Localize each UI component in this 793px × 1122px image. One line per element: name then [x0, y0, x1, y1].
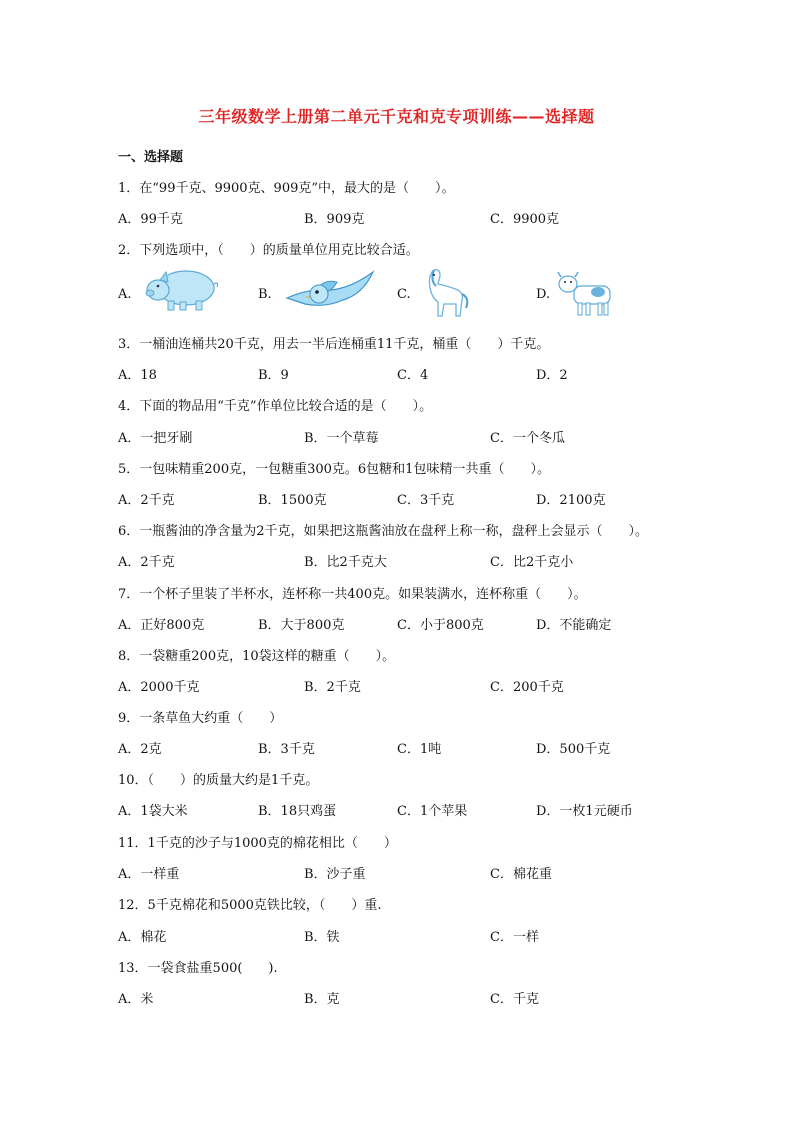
cow-icon [556, 268, 616, 318]
page-title: 三年级数学上册第二单元千克和克专项训练——选择题 [198, 107, 595, 126]
option-2b[interactable]: B. [258, 287, 272, 302]
option-1a[interactable]: A．99千克 [118, 212, 183, 227]
horse-icon [418, 266, 470, 320]
option-1c[interactable]: C．9900克 [490, 212, 560, 227]
option-5b[interactable]: B．1500克 [258, 493, 327, 508]
option-7d[interactable]: D．不能确定 [536, 618, 612, 633]
option-10b[interactable]: B．18只鸡蛋 [258, 804, 337, 819]
option-7c[interactable]: C．小于800克 [397, 618, 484, 633]
option-7b[interactable]: B．大于800克 [258, 618, 345, 633]
option-3b[interactable]: B．9 [258, 368, 289, 383]
pig-icon [144, 266, 220, 312]
option-9a[interactable]: A．2克 [118, 742, 162, 757]
option-3a[interactable]: A．18 [118, 368, 157, 383]
option-12c[interactable]: C．一样 [490, 930, 539, 945]
option-8c[interactable]: C．200千克 [490, 680, 564, 695]
option-10a[interactable]: A．1袋大米 [118, 804, 188, 819]
option-12b[interactable]: B．铁 [304, 930, 340, 945]
option-6b[interactable]: B．比2千克大 [304, 555, 387, 570]
option-11b[interactable]: B．沙子重 [304, 867, 366, 882]
question-3: 3．一桶油连桶共20千克，用去一半后连桶重11千克，桶重（ ）千克。 [118, 337, 550, 352]
option-11c[interactable]: C．棉花重 [490, 867, 552, 882]
option-2c[interactable]: C. [397, 287, 411, 302]
question-12: 12．5千克棉花和5000克铁比较，（ ）重. [118, 898, 382, 913]
option-13c[interactable]: C．千克 [490, 992, 539, 1007]
option-3d[interactable]: D．2 [536, 368, 568, 383]
option-3c[interactable]: C．4 [397, 368, 429, 383]
option-11a[interactable]: A．一样重 [118, 867, 180, 882]
question-13: 13．一袋食盐重500( ). [118, 961, 278, 976]
option-9d[interactable]: D．500千克 [536, 742, 611, 757]
option-2d[interactable]: D. [536, 287, 551, 302]
option-6a[interactable]: A．2千克 [118, 555, 175, 570]
option-4a[interactable]: A．一把牙刷 [118, 431, 193, 446]
question-4: 4．下面的物品用“千克”作单位比较合适的是（ ）。 [118, 399, 433, 414]
option-13b[interactable]: B．克 [304, 992, 340, 1007]
bird-icon [285, 268, 377, 310]
question-6: 6．一瓶酱油的净含量为2千克，如果把这瓶酱油放在盘秤上称一称，盘秤上会显示（ ）。 [118, 524, 649, 539]
option-2a[interactable]: A. [118, 287, 132, 302]
question-2: 2．下列选项中，（ ）的质量单位用克比较合适。 [118, 243, 419, 258]
option-10d[interactable]: D．一枚1元硬币 [536, 804, 633, 819]
option-5c[interactable]: C．3千克 [397, 493, 455, 508]
option-7a[interactable]: A．正好800克 [118, 618, 205, 633]
option-8a[interactable]: A．2000千克 [118, 680, 200, 695]
option-9b[interactable]: B．3千克 [258, 742, 315, 757]
question-9: 9．一条草鱼大约重（ ） [118, 711, 283, 726]
option-4b[interactable]: B．一个草莓 [304, 431, 379, 446]
question-11: 11．1千克的沙子与1000克的棉花相比（ ） [118, 836, 397, 851]
option-8b[interactable]: B．2千克 [304, 680, 361, 695]
question-8: 8．一袋糖重200克，10袋这样的糖重（ ）。 [118, 649, 396, 664]
option-12a[interactable]: A．棉花 [118, 930, 167, 945]
option-5a[interactable]: A．2千克 [118, 493, 175, 508]
question-5: 5．一包味精重200克，一包糖重300克。6包糖和1包味精一共重（ ）。 [118, 462, 550, 477]
option-10c[interactable]: C．1个苹果 [397, 804, 468, 819]
question-10: 10．（ ）的质量大约是1千克。 [118, 773, 319, 788]
option-13a[interactable]: A．米 [118, 992, 154, 1007]
option-4c[interactable]: C．一个冬瓜 [490, 431, 565, 446]
question-7: 7．一个杯子里装了半杯水，连杯称一共400克。如果装满水，连杯称重（ ）。 [118, 587, 587, 602]
option-6c[interactable]: C．比2千克小 [490, 555, 574, 570]
option-1b[interactable]: B．909克 [304, 212, 365, 227]
option-5d[interactable]: D．2100克 [536, 493, 606, 508]
section-heading: 一、选择题 [118, 150, 184, 165]
question-1: 1．在“99千克、9900克、909克”中，最大的是（ ）。 [118, 181, 455, 196]
option-9c[interactable]: C．1吨 [397, 742, 442, 757]
